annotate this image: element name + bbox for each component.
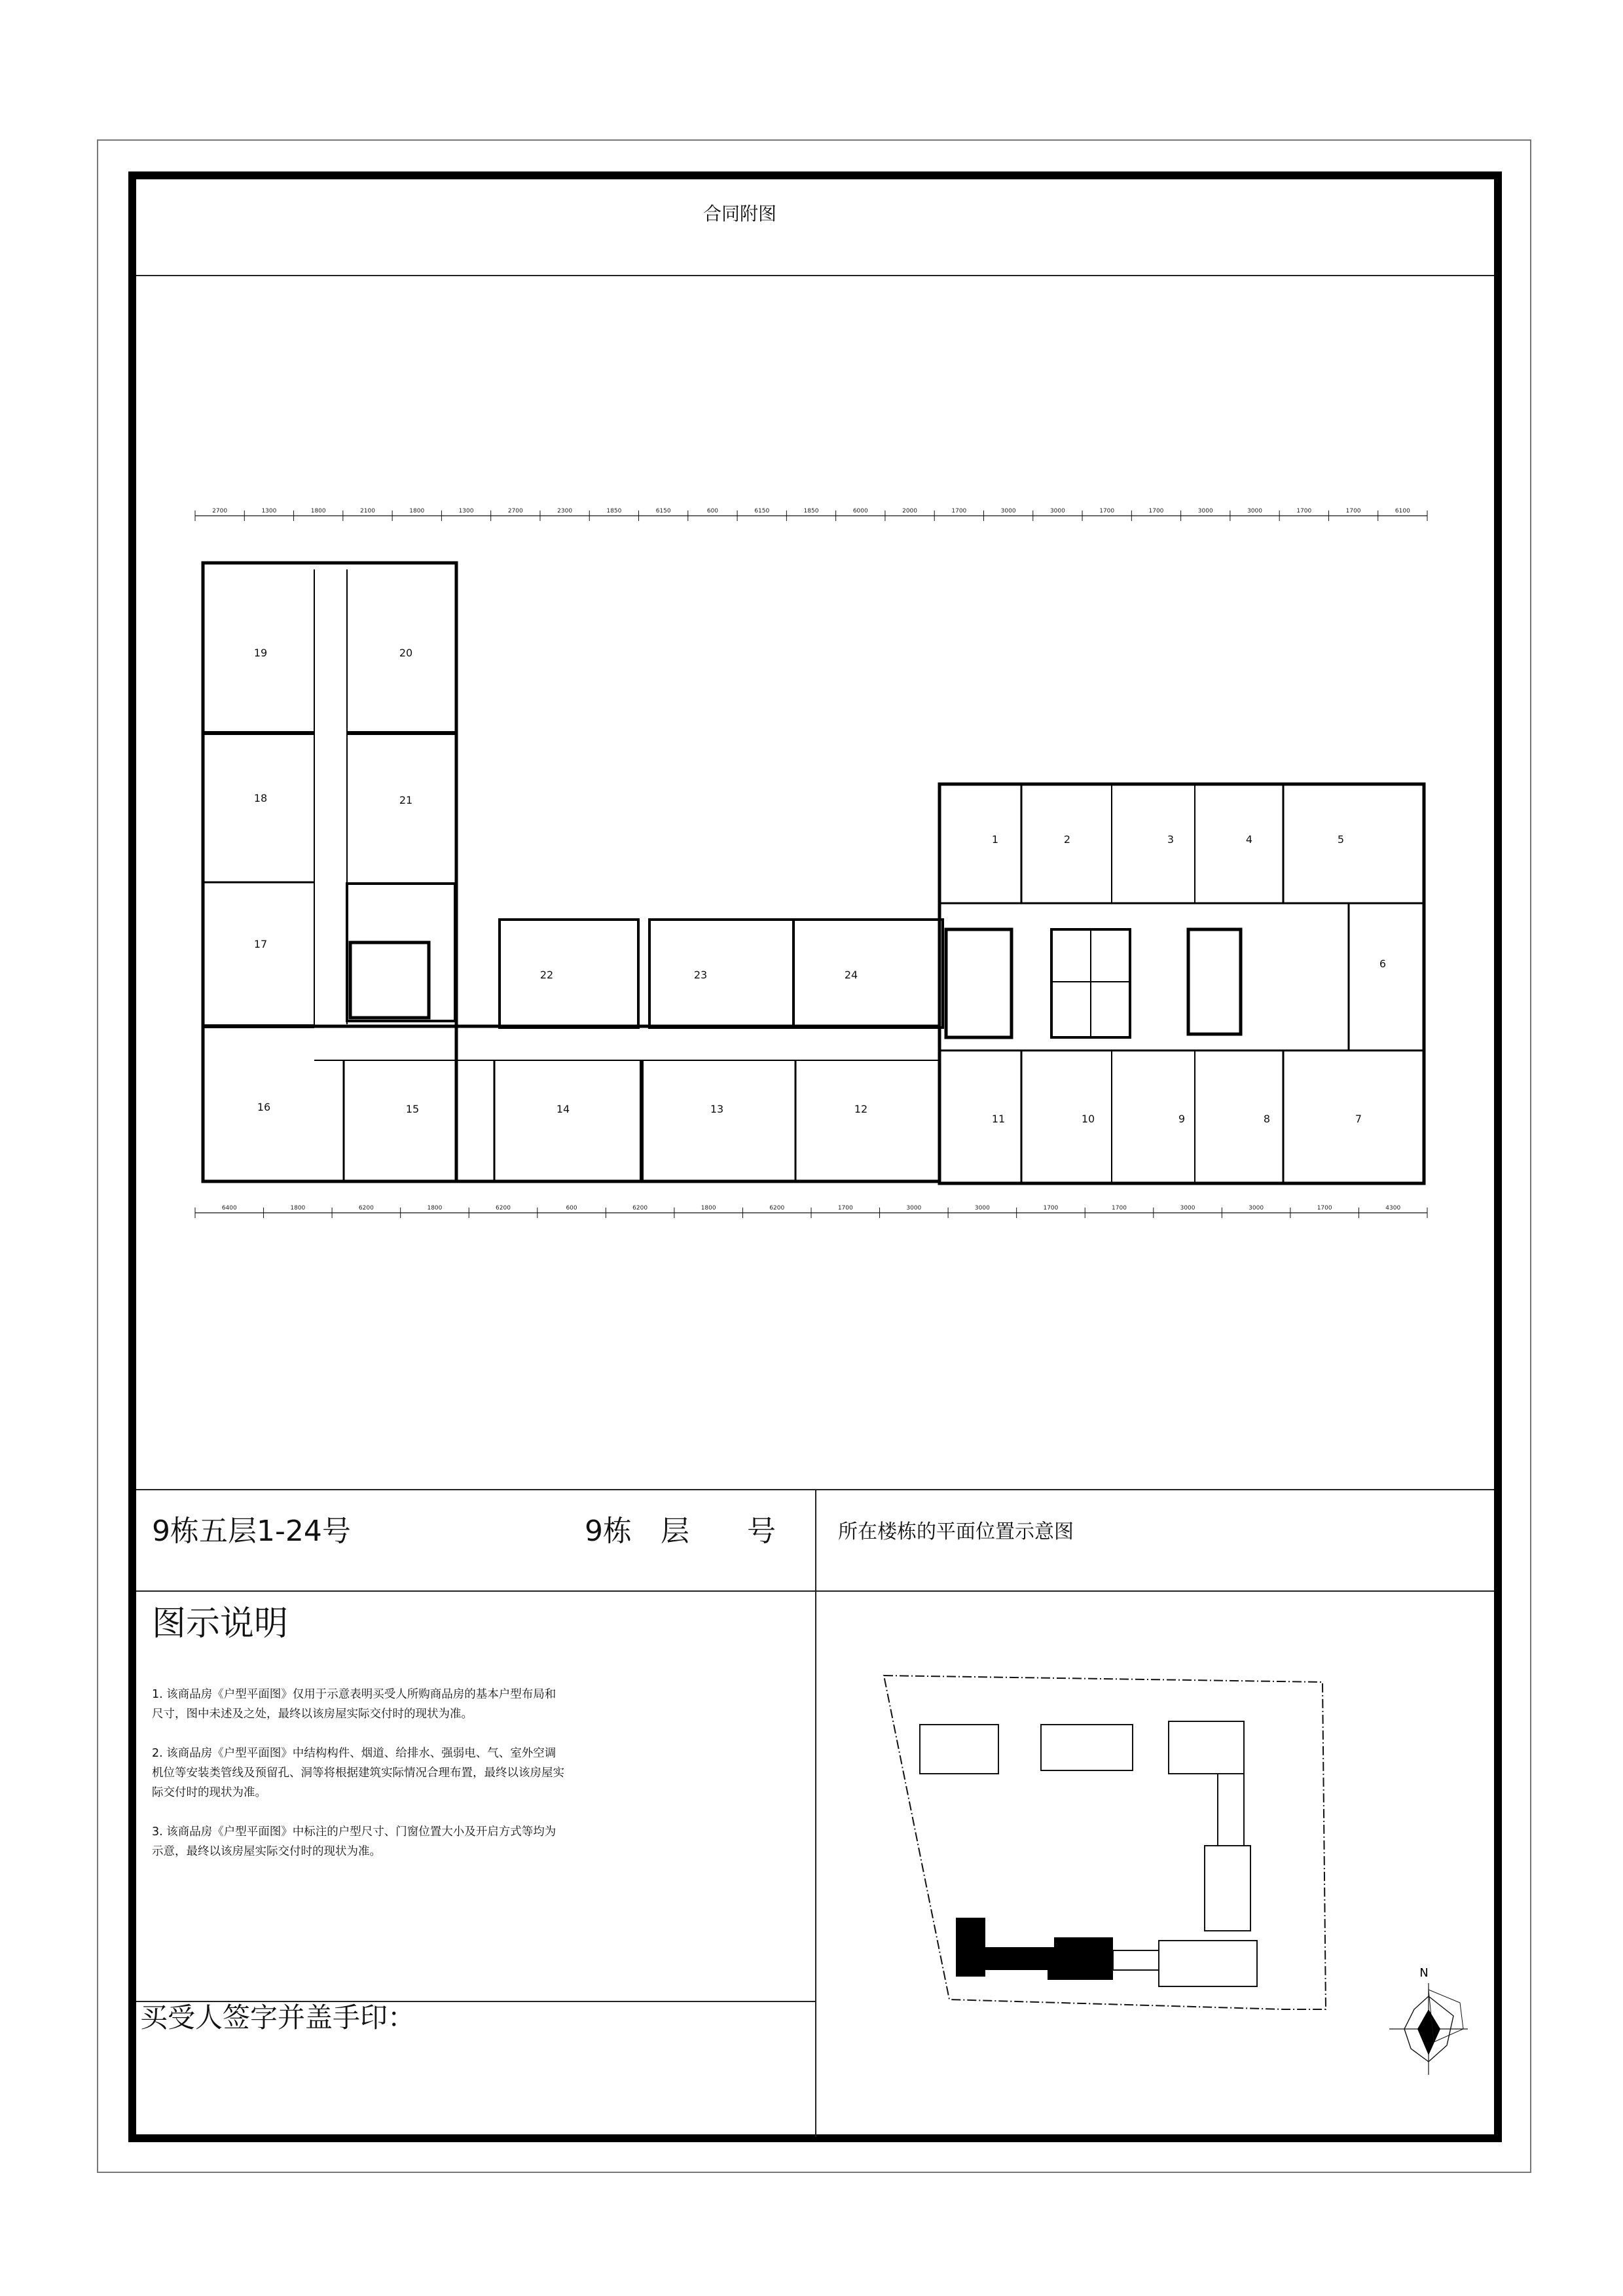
- location-label: 所在楼栋的平面位置示意图: [838, 1520, 1074, 1543]
- top-dimension: 3000: [1247, 508, 1262, 514]
- bottom-dimension: 1800: [290, 1205, 306, 1211]
- room-number-2: 2: [1063, 833, 1071, 846]
- top-dimension: 6150: [754, 508, 770, 514]
- top-dimension: 1850: [803, 508, 819, 514]
- signature-label: 买受人签字并盖手印：: [140, 2001, 416, 2034]
- column-divider: [815, 1489, 816, 2137]
- top-dimension: 1300: [261, 508, 277, 514]
- note-2: 2. 该商品房《户型平面图》中结构构件、烟道、给排水、强弱电、气、室外空调机位等安装类管线及预留孔、洞等将根据建筑实际情况合理布置，最终以该房屋实际交付时的现状为准。: [152, 1747, 564, 1799]
- top-dimension: 2000: [902, 508, 918, 514]
- top-dimension: 2700: [212, 508, 228, 514]
- unit-label: 9栋五层1-24号: [152, 1515, 351, 1548]
- room-number-10: 10: [1081, 1113, 1095, 1125]
- bottom-dimension: 6200: [769, 1205, 785, 1211]
- room-number-19: 19: [253, 647, 268, 659]
- room-number-12: 12: [854, 1103, 868, 1115]
- room-number-7: 7: [1355, 1113, 1362, 1125]
- room-number-8: 8: [1263, 1113, 1271, 1125]
- bottom-dimension: 1700: [1112, 1205, 1127, 1211]
- room-number-11: 11: [991, 1113, 1006, 1125]
- top-dimension: 1850: [606, 508, 622, 514]
- top-dimension: 1700: [951, 508, 967, 514]
- room-number-6: 6: [1379, 958, 1387, 970]
- room-number-23: 23: [693, 969, 708, 981]
- top-dimension: 3000: [1197, 508, 1213, 514]
- legend-notes: [152, 1685, 564, 1907]
- page-title: 合同附图: [702, 203, 776, 224]
- room-number-4: 4: [1245, 833, 1253, 846]
- note-3: 3. 该商品房《户型平面图》中标注的户型尺寸、门窗位置大小及开启方式等均为示意，最终以该房屋实际交付时的现状为准。: [152, 1825, 556, 1858]
- bottom-dimension: 3000: [1180, 1205, 1195, 1211]
- top-dimension: 2300: [557, 508, 573, 514]
- compass-rose-icon: [1389, 1966, 1468, 2075]
- room-number-18: 18: [253, 792, 268, 804]
- room-number-1: 1: [991, 833, 999, 846]
- room-number-21: 21: [399, 794, 413, 806]
- bottom-dimension: 6200: [496, 1205, 511, 1211]
- top-dimension: 1300: [458, 508, 474, 514]
- top-dimension: 1700: [1148, 508, 1164, 514]
- bottom-dimension: 1700: [1317, 1205, 1332, 1211]
- bottom-dimension: 600: [566, 1205, 577, 1211]
- room-number-22: 22: [539, 969, 554, 981]
- room-number-16: 16: [257, 1101, 271, 1113]
- top-dimension: 1700: [1296, 508, 1312, 514]
- bottom-dimension: 1800: [701, 1205, 716, 1211]
- room-number-15: 15: [405, 1103, 420, 1115]
- bottom-dimension: 1700: [1043, 1205, 1059, 1211]
- room-number-17: 17: [253, 938, 268, 950]
- bottom-dimension: 1700: [837, 1205, 853, 1211]
- north-label: N: [1419, 1966, 1429, 1980]
- room-number-14: 14: [556, 1103, 570, 1115]
- site-plan-drawing: [871, 1662, 1486, 2081]
- bottom-dimension: 4300: [1385, 1205, 1401, 1211]
- top-dimension: 1700: [1099, 508, 1115, 514]
- room-number-24: 24: [844, 969, 858, 981]
- top-dimension: 2700: [507, 508, 523, 514]
- top-dimension: 6100: [1395, 508, 1410, 514]
- note-1: 1. 该商品房《户型平面图》仅用于示意表明买受人所购商品房的基本户型布局和尺寸，图中未述及之处，最终以该房屋实际交付时的现状为准。: [152, 1688, 556, 1721]
- bottom-dimension: 6200: [358, 1205, 374, 1211]
- room-number-9: 9: [1178, 1113, 1186, 1125]
- top-dimension: 2100: [360, 508, 375, 514]
- room-number-3: 3: [1167, 833, 1175, 846]
- top-dimension: 600: [706, 508, 719, 514]
- bottom-dimension: 6400: [221, 1205, 237, 1211]
- top-dimension: 3000: [1049, 508, 1065, 514]
- room-number-20: 20: [399, 647, 413, 659]
- top-dimension: 6000: [852, 508, 868, 514]
- top-dimension: 3000: [1000, 508, 1016, 514]
- legend-heading: 图示说明: [152, 1604, 289, 1643]
- room-number-13: 13: [710, 1103, 724, 1115]
- top-dimension: 1800: [409, 508, 425, 514]
- top-dimension: 1700: [1345, 508, 1361, 514]
- bottom-dimension: 6200: [632, 1205, 648, 1211]
- building-label: 9栋 层 号: [585, 1515, 776, 1548]
- bottom-dimension: 3000: [906, 1205, 922, 1211]
- bottom-dimension: 1800: [427, 1205, 443, 1211]
- top-dimension: 6150: [655, 508, 671, 514]
- floor-plan-drawing: [183, 497, 1440, 1250]
- bottom-dimension: 3000: [974, 1205, 990, 1211]
- top-dimension: 1800: [310, 508, 326, 514]
- bottom-dimension: 3000: [1249, 1205, 1264, 1211]
- room-number-5: 5: [1337, 833, 1345, 846]
- header-divider: [136, 275, 1494, 276]
